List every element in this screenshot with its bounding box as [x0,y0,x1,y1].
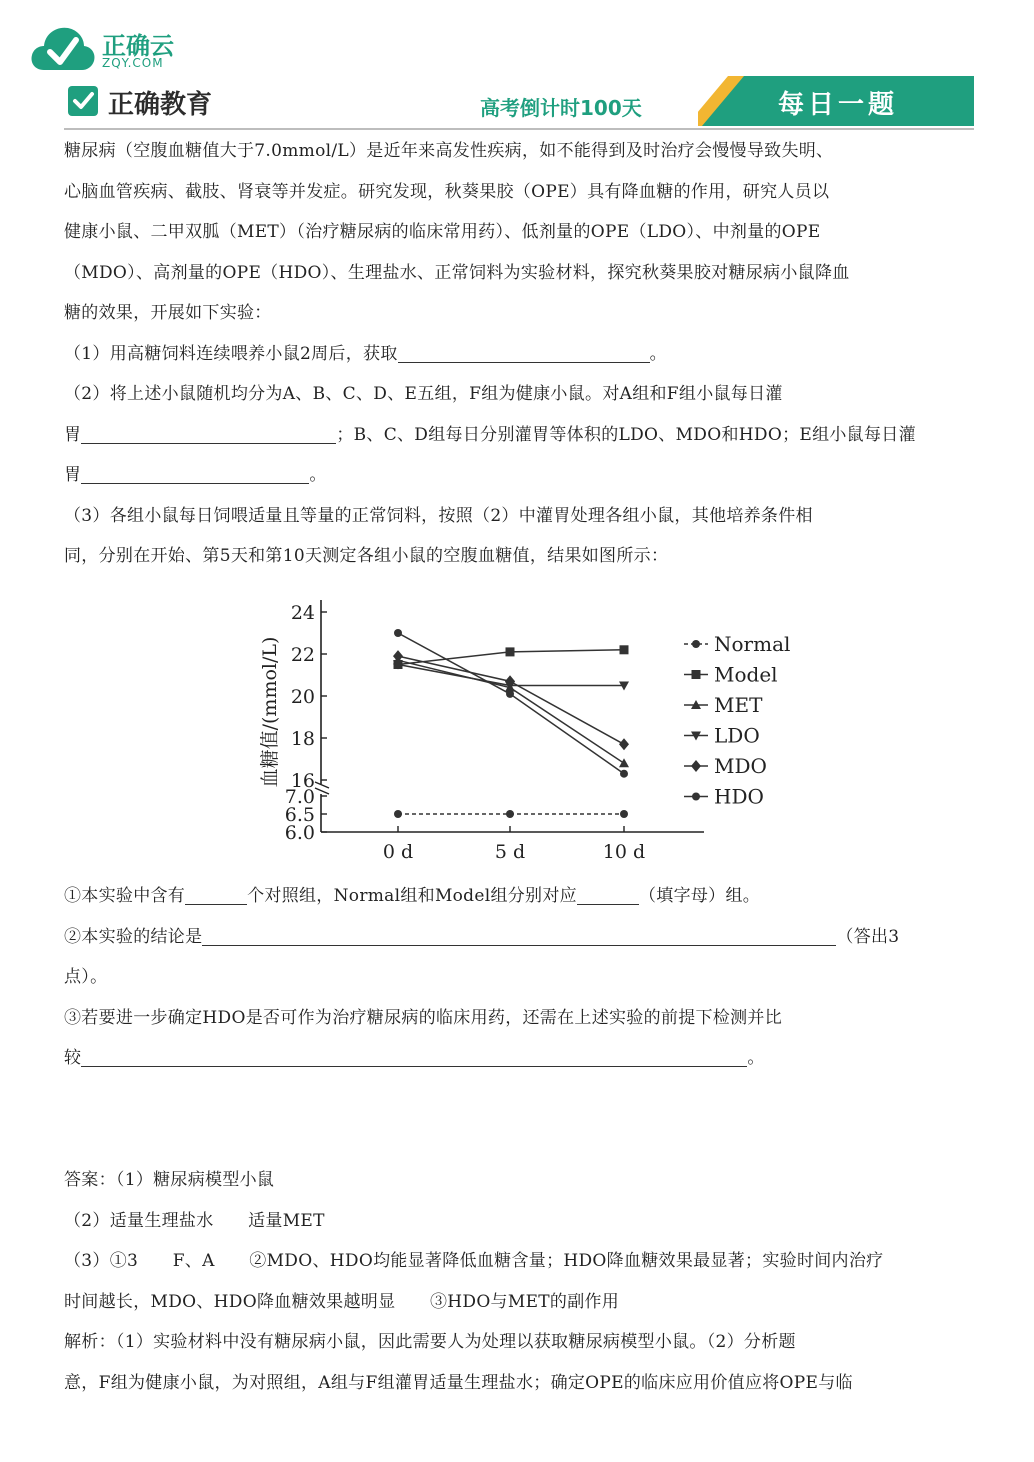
check-icon [68,86,98,116]
data-point [394,629,402,637]
legend-item [684,693,763,717]
x-tick-label: 10 d [602,841,646,863]
series-met [393,655,629,767]
data-point [620,810,628,818]
sub2-text-b: （答出3 [836,926,900,947]
x-tick-label: 0 d [382,841,414,863]
header-banner [64,76,974,130]
answer-line: （2）适量生理盐水 适量MET [64,1210,325,1231]
data-point [692,670,701,679]
brand-logo [30,22,190,78]
legend-item [684,632,790,656]
legend-item [684,785,764,809]
q2-blank-b[interactable] [81,461,309,484]
sub1-text-b: 个对照组，Normal组和Model组分别对应 [247,886,577,906]
data-point [506,647,515,656]
sub1-text-a: ①本实验中含有 [64,886,186,906]
sub1-blank-b[interactable] [577,882,639,905]
y-tick-label: 24 [290,602,315,624]
legend-label: MET [714,693,763,717]
axis-break-mark [315,788,329,794]
question-1 [64,334,974,375]
legend-label: MDO [714,754,767,778]
brand-name: 正确云 [102,32,174,60]
question-2-line-1: （2）将上述小鼠随机均分为A、B、C、D、E五组，F组为健康小鼠。对A组和F组小鼠每日灌 [64,384,783,404]
intro-line: 糖的效果，开展如下实验： [64,303,272,323]
sub-question-2-cont: 点）。 [64,967,108,987]
analysis-line: 意，F组为健康小鼠，为对照组，A组与F组灌胃适量生理盐水；确定OPE的临床应用价值应将OPE与临 [64,1372,853,1393]
banner-title: 正确教育 [108,90,213,120]
chart-axes [285,600,704,863]
y-tick-label: 22 [290,644,315,666]
chart-series [393,629,629,818]
analysis-line: 解析：（1）实验材料中没有糖尿病小鼠，因此需要人为处理以获取糖尿病模型小鼠。（2）分析题 [64,1332,796,1352]
data-point [692,793,700,801]
series-line [398,660,624,763]
legend-item [684,724,760,748]
data-point [620,770,628,778]
q2-blank-a[interactable] [81,421,336,444]
data-point [506,690,514,698]
legend-item [684,663,778,687]
y-tick-label: 18 [290,728,315,750]
data-point [506,810,514,818]
sub1-text-c: （填字母）组。 [638,886,761,906]
cloud-check-icon [30,22,96,76]
legend-label: Model [714,662,778,687]
series-normal [394,810,628,818]
sub2-text-a: ②本实验的结论是 [64,926,203,947]
question-3-line-1: （3）各组小鼠每日饲喂适量且等量的正常饲料，按照（2）中灌胃处理各组小鼠，其他培养条件相 [64,505,813,526]
question-2-line-3 [64,455,974,496]
data-point [394,810,402,818]
legend-label: Normal [714,632,791,656]
banner-countdown: 高考倒计时100天 [480,96,642,120]
q1-blank[interactable] [398,340,650,363]
series-model [394,645,629,669]
series-mdo [393,650,629,750]
intro-line: 糖尿病（空腹血糖值大于7.0mmol/L）是近年来高发性疾病，如不能得到及时治疗会慢慢导致失明、 [64,141,834,161]
question-intro [64,131,974,577]
y-tick-label: 7.0 [284,786,315,808]
q2-prefix: 胃 [64,424,82,445]
data-point [692,640,700,648]
data-point [619,738,629,750]
sub-question-3-cont [64,1038,974,1079]
legend-item [684,754,767,778]
intro-line: 健康小鼠、二甲双胍（MET）（治疗糖尿病的临床常用药）、低剂量的OPE（LDO）、中剂量的OPE [64,222,821,242]
q1-suffix: 。 [649,343,667,364]
answer-line: （3）①3 F、A ②MDO、HDO均能显著降低血糖含量；HDO降血糖效果最显著；实验时间内治疗 [64,1251,884,1271]
sub-question-1 [64,876,974,917]
intro-line: 心脑血管疾病、截肢、肾衰等并发症。研究发现，秋葵果胶（OPE）具有降血糖的作用，研究人员以 [64,181,830,202]
question-3-line-2: 同，分别在开始、第5天和第10天测定各组小鼠的空腹血糖值，结果如图所示： [64,546,669,566]
data-point [619,758,629,767]
intro-line: （MDO）、高剂量的OPE（HDO）、生理盐水、正常饲料为实验材料，探究秋葵果胶对糖尿病小鼠降血 [64,262,850,283]
y-axis-label: 血糖值/(mmol/L) [259,636,281,788]
answer-line: 答案：（1）糖尿病模型小鼠 [64,1170,275,1190]
q2-suffix-2: 。 [309,465,327,485]
sub3-blank[interactable] [81,1044,747,1067]
legend-label: LDO [714,723,760,748]
brand-domain: ZQY.COM [102,56,164,70]
sub3-suffix: 。 [747,1048,765,1068]
question-2-line-2 [64,415,974,456]
chart-svg [244,588,804,878]
q2-prefix-2: 胃 [64,465,82,485]
q2-suffix: ；B、C、D组每日分别灌胃等体积的LDO、MDO和HDO；E组小鼠每日灌 [336,424,916,445]
data-point [620,645,629,654]
sub-questions [64,876,974,1079]
sub-question-3: ③若要进一步确定HDO是否可作为治疗糖尿病的临床用药，还需在上述实验的前提下检测并比 [64,1007,782,1028]
banner-daily-label: 每日一题 [778,90,899,120]
data-point [691,760,701,772]
sub1-blank-a[interactable] [185,882,247,905]
y-tick-label: 20 [290,686,315,708]
answer-line: 时间越长，MDO、HDO降血糖效果越明显 ③HDO与MET的副作用 [64,1291,620,1312]
y-tick-label: 6.0 [284,822,315,844]
header-divider [64,128,974,130]
blood-glucose-chart [244,588,804,878]
chart-legend [684,632,790,809]
sub-question-2 [64,917,974,958]
x-tick-label: 5 d [494,841,526,863]
y-tick-label: 6.5 [284,804,315,826]
y-tick-label: 16 [290,770,315,792]
answer-section [64,1160,974,1403]
sub3-prefix: 较 [64,1048,82,1068]
axis-break-mark [315,782,329,788]
legend-label: HDO [714,784,764,809]
q1-prefix: （1）用高糖饲料连续喂养小鼠2周后，获取 [64,343,398,364]
sub2-blank[interactable] [202,923,836,946]
